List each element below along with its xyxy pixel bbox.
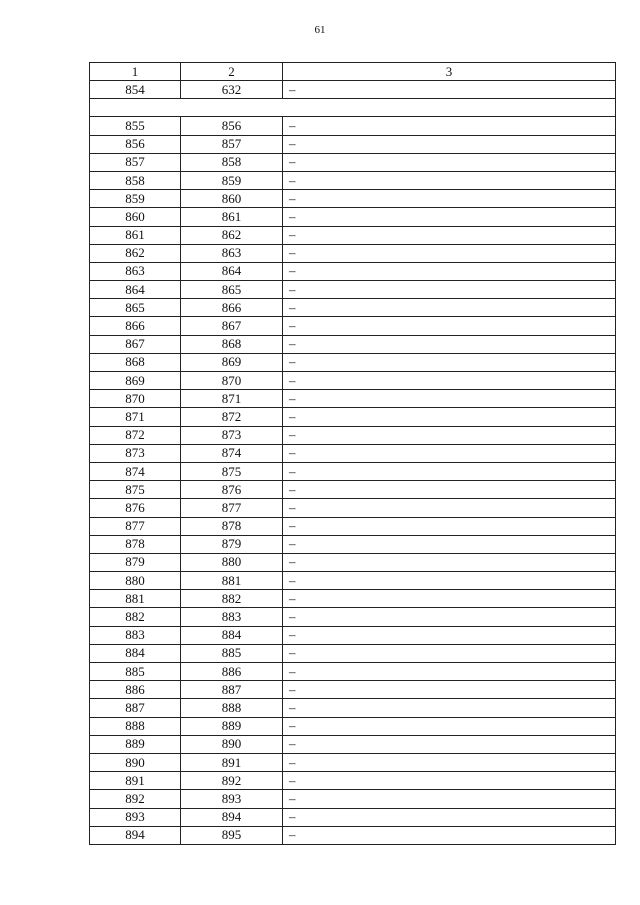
table-header-row: [90, 63, 616, 81]
table-row: [90, 444, 616, 462]
table-row: [90, 717, 616, 735]
cell-col1: 893: [90, 808, 181, 826]
cell-col3: –: [283, 390, 616, 408]
cell-col3: –: [283, 699, 616, 717]
cell-col3: –: [283, 153, 616, 171]
cell-col3: –: [283, 826, 616, 844]
cell-col1: 859: [90, 190, 181, 208]
cell-col2: 632: [181, 81, 283, 99]
cell-col1: 870: [90, 390, 181, 408]
cell-col3: –: [283, 553, 616, 571]
cell-col1: 862: [90, 244, 181, 262]
table-row: [90, 335, 616, 353]
table-row: [90, 808, 616, 826]
cell-col2: 874: [181, 444, 283, 462]
table-row: [90, 171, 616, 189]
separator-row: [90, 99, 616, 117]
cell-col1: 856: [90, 135, 181, 153]
cell-col1: 889: [90, 735, 181, 753]
cell-col3: –: [283, 426, 616, 444]
table-row: [90, 353, 616, 371]
cell-col2: 869: [181, 353, 283, 371]
table-row: [90, 735, 616, 753]
table-row: [90, 753, 616, 771]
cell-col3: –: [283, 299, 616, 317]
cell-col3: –: [283, 81, 616, 99]
cell-col1: 864: [90, 281, 181, 299]
cell-col1: 867: [90, 335, 181, 353]
cell-col2: 878: [181, 517, 283, 535]
cell-col1: 860: [90, 208, 181, 226]
cell-col2: 859: [181, 171, 283, 189]
separator-cell: [90, 99, 616, 117]
table-row: [90, 517, 616, 535]
cell-col1: 878: [90, 535, 181, 553]
table-row: [90, 572, 616, 590]
cell-col2: 886: [181, 663, 283, 681]
column-header-2: 2: [181, 63, 283, 81]
cell-col1: 857: [90, 153, 181, 171]
cell-col3: –: [283, 772, 616, 790]
table-row: [90, 826, 616, 844]
cell-col3: –: [283, 790, 616, 808]
cell-col3: –: [283, 262, 616, 280]
cell-col1: 879: [90, 553, 181, 571]
table-row: [90, 244, 616, 262]
data-table: [89, 62, 616, 845]
cell-col2: 881: [181, 572, 283, 590]
cell-col1: 869: [90, 372, 181, 390]
table-row: [90, 262, 616, 280]
cell-col1: 891: [90, 772, 181, 790]
cell-col1: 888: [90, 717, 181, 735]
cell-col1: 876: [90, 499, 181, 517]
cell-col1: 861: [90, 226, 181, 244]
cell-col3: –: [283, 444, 616, 462]
cell-col1: 872: [90, 426, 181, 444]
cell-col1: 863: [90, 262, 181, 280]
table-row: [90, 772, 616, 790]
cell-col1: 885: [90, 663, 181, 681]
cell-col2: 858: [181, 153, 283, 171]
cell-col3: –: [283, 462, 616, 480]
cell-col2: 880: [181, 553, 283, 571]
table-row: [90, 590, 616, 608]
table-row: [90, 699, 616, 717]
cell-col3: –: [283, 117, 616, 135]
cell-col1: 883: [90, 626, 181, 644]
cell-col2: 879: [181, 535, 283, 553]
cell-col2: 876: [181, 481, 283, 499]
cell-col2: 884: [181, 626, 283, 644]
cell-col1: 858: [90, 171, 181, 189]
cell-col2: 891: [181, 753, 283, 771]
table-row: [90, 790, 616, 808]
cell-col3: –: [283, 535, 616, 553]
table-row: [90, 462, 616, 480]
table-row: [90, 644, 616, 662]
table-row: [90, 481, 616, 499]
cell-col2: 865: [181, 281, 283, 299]
cell-col1: 890: [90, 753, 181, 771]
cell-col2: 895: [181, 826, 283, 844]
cell-col3: –: [283, 190, 616, 208]
cell-col2: 892: [181, 772, 283, 790]
cell-col3: –: [283, 590, 616, 608]
cell-col1: 880: [90, 572, 181, 590]
cell-col3: –: [283, 208, 616, 226]
cell-col2: 863: [181, 244, 283, 262]
table-row: [90, 499, 616, 517]
cell-col3: –: [283, 735, 616, 753]
cell-col1: 871: [90, 408, 181, 426]
cell-col2: 861: [181, 208, 283, 226]
cell-col3: –: [283, 499, 616, 517]
cell-col3: –: [283, 335, 616, 353]
cell-col3: –: [283, 572, 616, 590]
cell-col2: 889: [181, 717, 283, 735]
cell-col1: 865: [90, 299, 181, 317]
cell-col3: –: [283, 372, 616, 390]
cell-col1: 866: [90, 317, 181, 335]
cell-col2: 893: [181, 790, 283, 808]
table-row: [90, 281, 616, 299]
cell-col2: 888: [181, 699, 283, 717]
cell-col3: –: [283, 481, 616, 499]
table-row: [90, 608, 616, 626]
cell-col1: 868: [90, 353, 181, 371]
cell-col2: 887: [181, 681, 283, 699]
cell-col2: 867: [181, 317, 283, 335]
table-row: [90, 426, 616, 444]
table-row: [90, 226, 616, 244]
cell-col3: –: [283, 171, 616, 189]
cell-col3: –: [283, 226, 616, 244]
cell-col2: 870: [181, 372, 283, 390]
table-row: [90, 81, 616, 99]
table-row: [90, 681, 616, 699]
cell-col2: 877: [181, 499, 283, 517]
table-row: [90, 153, 616, 171]
cell-col3: –: [283, 626, 616, 644]
cell-col3: –: [283, 317, 616, 335]
cell-col1: 881: [90, 590, 181, 608]
cell-col3: –: [283, 353, 616, 371]
cell-col1: 877: [90, 517, 181, 535]
cell-col3: –: [283, 717, 616, 735]
column-header-3: 3: [283, 63, 616, 81]
table-row: [90, 372, 616, 390]
cell-col3: –: [283, 753, 616, 771]
cell-col3: –: [283, 408, 616, 426]
cell-col1: 886: [90, 681, 181, 699]
table-row: [90, 117, 616, 135]
table-row: [90, 390, 616, 408]
table-row: [90, 626, 616, 644]
cell-col3: –: [283, 608, 616, 626]
table-row: [90, 535, 616, 553]
cell-col3: –: [283, 808, 616, 826]
cell-col2: 894: [181, 808, 283, 826]
cell-col3: –: [283, 281, 616, 299]
cell-col1: 875: [90, 481, 181, 499]
cell-col3: –: [283, 681, 616, 699]
cell-col2: 873: [181, 426, 283, 444]
table-row: [90, 135, 616, 153]
column-header-1: 1: [90, 63, 181, 81]
cell-col2: 871: [181, 390, 283, 408]
table-row: [90, 299, 616, 317]
cell-col3: –: [283, 517, 616, 535]
cell-col1: 874: [90, 462, 181, 480]
cell-col1: 854: [90, 81, 181, 99]
cell-col2: 868: [181, 335, 283, 353]
table-row: [90, 208, 616, 226]
cell-col2: 890: [181, 735, 283, 753]
cell-col2: 864: [181, 262, 283, 280]
cell-col2: 885: [181, 644, 283, 662]
cell-col2: 882: [181, 590, 283, 608]
cell-col3: –: [283, 644, 616, 662]
cell-col3: –: [283, 663, 616, 681]
table-row: [90, 190, 616, 208]
table-row: [90, 663, 616, 681]
cell-col1: 882: [90, 608, 181, 626]
page-number: 61: [314, 24, 326, 36]
table-row: [90, 317, 616, 335]
cell-col2: 875: [181, 462, 283, 480]
cell-col1: 873: [90, 444, 181, 462]
cell-col3: –: [283, 135, 616, 153]
cell-col1: 887: [90, 699, 181, 717]
cell-col1: 892: [90, 790, 181, 808]
cell-col2: 866: [181, 299, 283, 317]
cell-col2: 883: [181, 608, 283, 626]
cell-col2: 872: [181, 408, 283, 426]
cell-col2: 862: [181, 226, 283, 244]
cell-col2: 857: [181, 135, 283, 153]
cell-col1: 884: [90, 644, 181, 662]
cell-col1: 855: [90, 117, 181, 135]
cell-col2: 860: [181, 190, 283, 208]
cell-col2: 856: [181, 117, 283, 135]
cell-col1: 894: [90, 826, 181, 844]
table-row: [90, 408, 616, 426]
table-row: [90, 553, 616, 571]
cell-col3: –: [283, 244, 616, 262]
